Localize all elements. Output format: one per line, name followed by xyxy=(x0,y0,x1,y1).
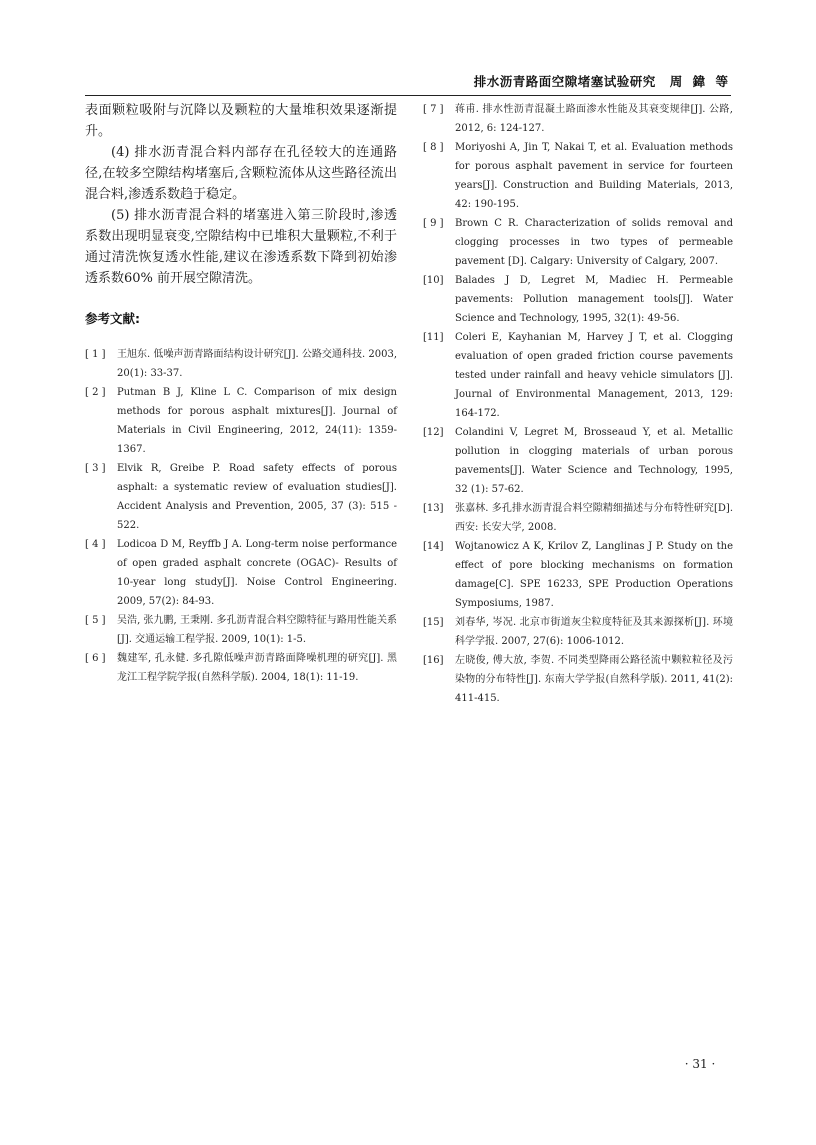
reference-text: Lodicoa D M, Reyffb J A. Long-term noise performance of open graded asphalt concrete (OGAC)- Results of 10-year long study[J]. Noise Control Engineering. 2009, 57(2): 84-93. xyxy=(117,539,397,607)
body-paragraph: 表面颗粒吸附与沉降以及颗粒的大量堆积效果逐渐提升。 xyxy=(85,103,397,139)
reference-item xyxy=(85,535,397,611)
running-header xyxy=(85,72,731,92)
reference-text: 蒋甫. 排水性沥青混凝土路面渗水性能及其衰变规律[J]. 公路, 2012, 6: 124-127. xyxy=(455,104,733,134)
reference-number: [ 4 ] xyxy=(85,539,106,550)
reference-number: [ 8 ] xyxy=(423,142,444,153)
reference-text: Wojtanowicz A K, Krilov Z, Langlinas J P. Study on the effect of pore blocking mechanisms on formation damage[C]. SPE 16233, SPE Production Operations Symposiums, 1987. xyxy=(455,541,733,609)
reference-number: [12] xyxy=(423,427,444,438)
reference-item xyxy=(423,214,733,271)
reference-text: 张嘉林. 多孔排水沥青混合料空隙精细描述与分布特性研究[D]. 西安: 长安大学, 2008. xyxy=(455,503,733,533)
reference-text: 魏建军, 孔永健. 多孔隙低噪声沥青路面降噪机理的研究[J]. 黑龙江工程学院学报(自然科学版). 2004, 18(1): 11-19. xyxy=(117,653,397,683)
reference-item xyxy=(423,499,733,537)
reference-text: Elvik R, Greibe P. Road safety effects of porous asphalt: a systematic review of evaluation studies[J]. Accident Analysis and Prevention, 2005, 37 (3): 515 - 522. xyxy=(117,463,397,531)
reference-number: [15] xyxy=(423,617,444,628)
reference-text: Balades J D, Legret M, Madiec H. Permeable pavements: Pollution management tools[J]. Water Science and Technology, 1995, 32(1): 49-56. xyxy=(455,275,733,324)
reference-item xyxy=(423,423,733,499)
reference-item xyxy=(423,613,733,651)
reference-number: [ 1 ] xyxy=(85,349,106,360)
reference-number: [ 5 ] xyxy=(85,615,106,626)
reference-text: Colandini V, Legret M, Brosseaud Y, et al. Metallic pollution in clogging materials of urban porous pavements[J]. Water Science and Technology, 1995, 32 (1): 57-62. xyxy=(455,427,733,495)
reference-text: 左晓俊, 傅大放, 李贺. 不同类型降雨公路径流中颗粒粒径及污染物的分布特性[J]. 东南大学学报(自然科学版). 2011, 41(2): 411-415. xyxy=(455,655,733,704)
left-column xyxy=(85,100,397,687)
references-heading: 参考文献: xyxy=(85,311,140,326)
reference-number: [10] xyxy=(423,275,444,286)
reference-text: 王旭东. 低噪声沥青路面结构设计研究[J]. 公路交通科技. 2003, 20(1): 33-37. xyxy=(117,349,397,379)
reference-item xyxy=(85,459,397,535)
reference-number: [13] xyxy=(423,503,444,514)
reference-number: [ 2 ] xyxy=(85,387,106,398)
reference-number: [16] xyxy=(423,655,444,666)
reference-item xyxy=(85,649,397,687)
reference-number: [11] xyxy=(423,332,444,343)
running-header-title: 排水沥青路面空隙堵塞试验研究 xyxy=(473,74,656,89)
reference-number: [ 9 ] xyxy=(423,218,444,229)
reference-text: 刘春华, 岑况. 北京市街道灰尘粒度特征及其来源探析[J]. 环境科学学报. 2007, 27(6): 1006-1012. xyxy=(455,617,733,647)
reference-item xyxy=(423,138,733,214)
reference-item xyxy=(423,328,733,423)
reference-text: Coleri E, Kayhanian M, Harvey J T, et al. Clogging evaluation of open graded friction course pavements tested under rainfall and heavy vehicle simulators [J]. Journal of Environmental Management, 2013, 129: 164-172. xyxy=(455,332,733,419)
reference-text: 吴浩, 张九鹏, 王秉刚. 多孔沥青混合料空隙特征与路用性能关系[J]. 交通运输工程学报. 2009, 10(1): 1-5. xyxy=(117,615,397,645)
reference-item xyxy=(423,100,733,138)
reference-text: Moriyoshi A, Jin T, Nakai T, et al. Evaluation methods for porous asphalt pavement in service for fourteen years[J]. Construction and Building Materials, 2013, 42: 190-195. xyxy=(455,142,733,210)
reference-item xyxy=(85,611,397,649)
reference-number: [ 6 ] xyxy=(85,653,106,664)
body-paragraph: (4) 排水沥青混合料内部存在孔径较大的连通路径,在较多空隙结构堵塞后,含颗粒流体从这些路径流出混合料,渗透系数趋于稳定。 xyxy=(85,145,397,202)
header-rule xyxy=(85,95,731,96)
reference-number: [ 3 ] xyxy=(85,463,106,474)
reference-item xyxy=(85,383,397,459)
running-header-authors: 周 鍏 等 xyxy=(669,74,731,89)
reference-number: [14] xyxy=(423,541,444,552)
right-column xyxy=(423,100,733,708)
reference-item xyxy=(85,345,397,383)
reference-text: Brown C R. Characterization of solids removal and clogging processes in two types of permeable pavement [D]. Calgary: University of Calgary, 2007. xyxy=(455,218,733,267)
reference-item xyxy=(423,271,733,328)
page-number: · 31 · xyxy=(684,1057,716,1071)
reference-text: Putman B J, Kline L C. Comparison of mix design methods for porous asphalt mixtures[J]. Journal of Materials in Civil Engineering, 2012, 24(11): 1359-1367. xyxy=(117,387,397,455)
reference-list-left xyxy=(85,345,397,687)
reference-item xyxy=(423,537,733,613)
reference-item xyxy=(423,651,733,708)
reference-number: [ 7 ] xyxy=(423,104,444,115)
body-paragraph: (5) 排水沥青混合料的堵塞进入第三阶段时,渗透系数出现明显衰变,空隙结构中已堆积大量颗粒,不利于通过清洗恢复透水性能,建议在渗透系数下降到初始渗透系数60% 前开展空隙清洗。 xyxy=(85,208,397,286)
